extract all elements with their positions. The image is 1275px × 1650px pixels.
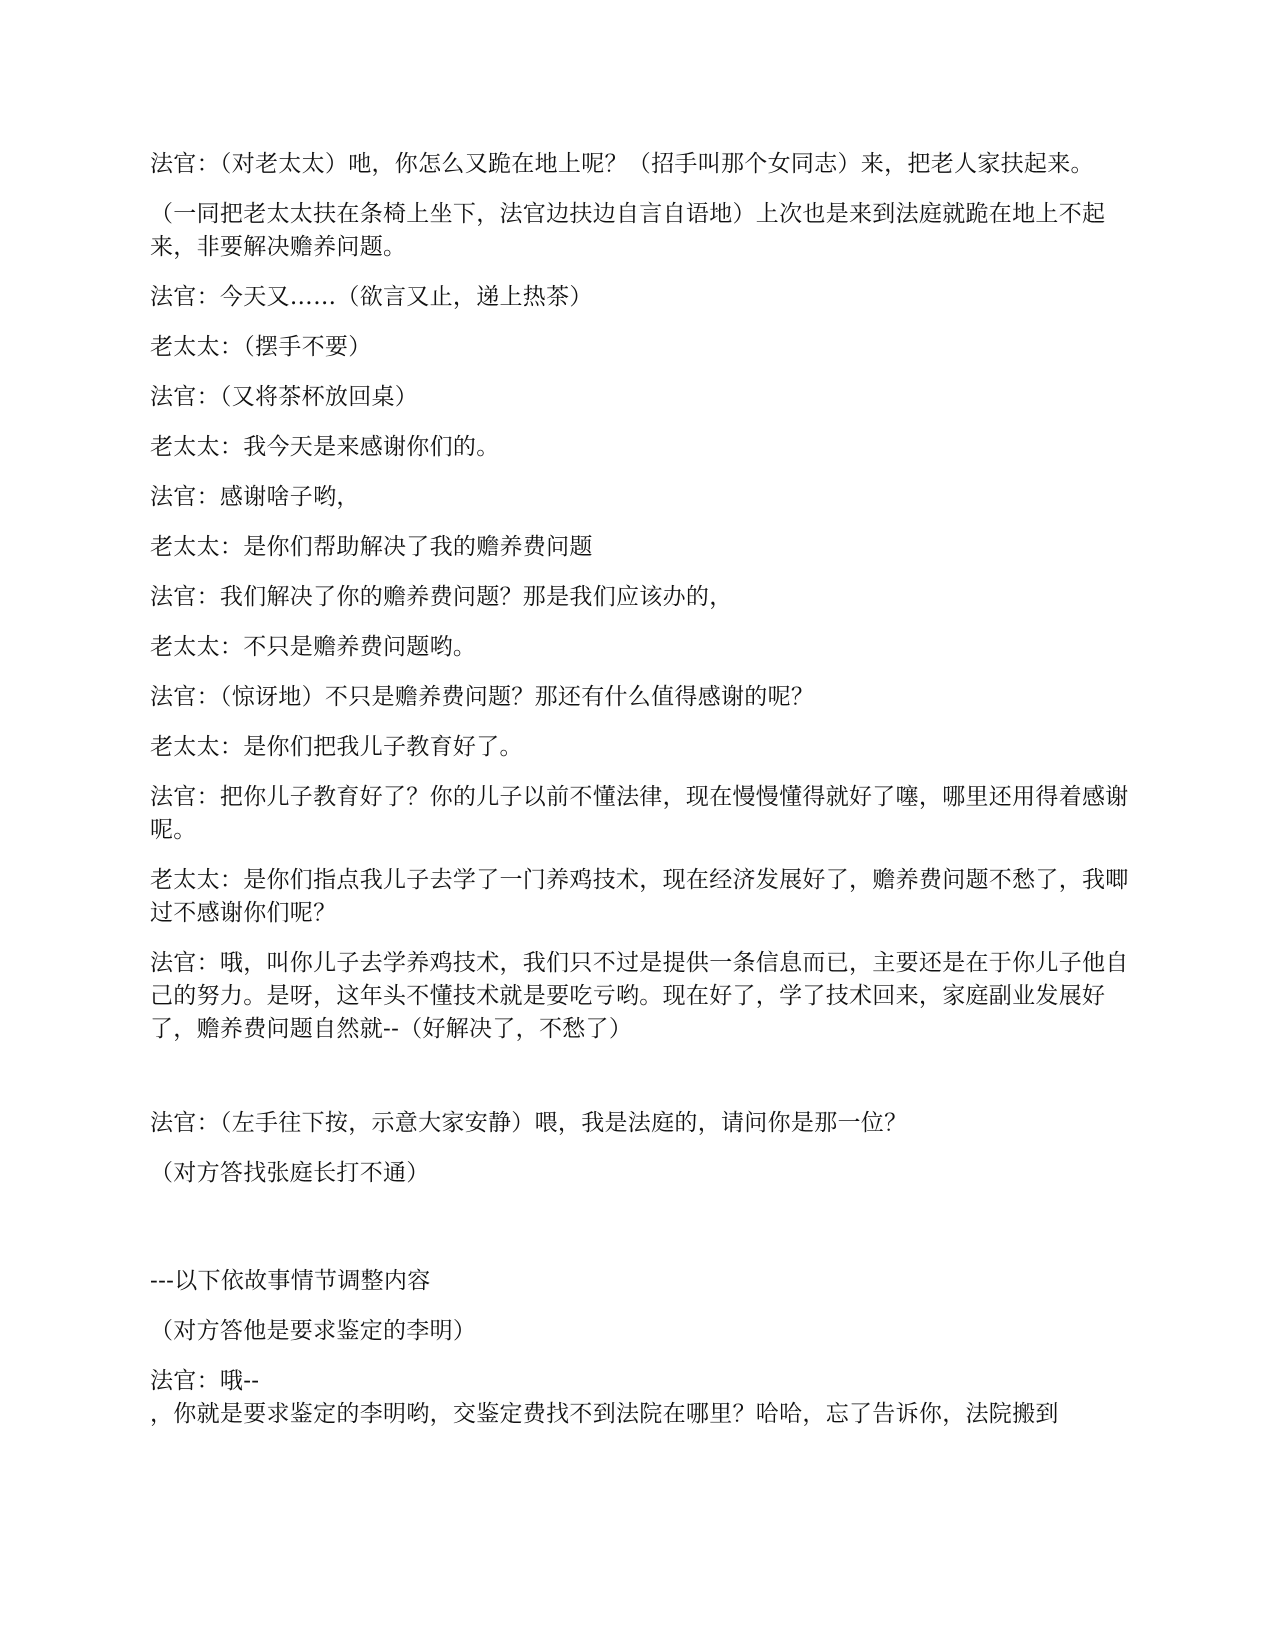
paragraph: 法官：（对老太太）吔，你怎么又跪在地上呢？（招手叫那个女同志）来，把老人家扶起来。 [150, 151, 1094, 177]
paragraph: 法官：把你儿子教育好了？你的儿子以前不懂法律，现在慢慢懂得就好了噻，哪里还用得着感谢呢。 [150, 784, 1129, 843]
paragraph: （对方答他是要求鉴定的李明） [150, 1318, 477, 1344]
paragraph: 老太太：我今天是来感谢你们的。 [150, 434, 500, 460]
paragraph: 老太太：是你们指点我儿子去学了一门养鸡技术，现在经济发展好了，赡养费问题不愁了，我唧过不感谢你们呢？ [150, 867, 1129, 926]
paragraph: 老太太：不只是赡养费问题哟。 [150, 634, 477, 660]
blank-line [150, 1063, 1130, 1107]
paragraph: 法官：哦，叫你儿子去学养鸡技术，我们只不过是提供一条信息而已，主要还是在于你儿子他自己的努力。是呀，这年头不懂技术就是要吃亏哟。现在好了，学了技术回来，家庭副业发展好了，赡养费问题自然就--（好解决了，不愁了） [150, 950, 1129, 1042]
blank-line [150, 1207, 1130, 1265]
paragraph: 法官：（惊讶地）不只是赡养费问题？那还有什么值得感谢的呢？ [150, 684, 815, 710]
paragraph: 老太太：是你们把我儿子教育好了。 [150, 734, 523, 760]
paragraph: （对方答找张庭长打不通） [150, 1160, 430, 1186]
paragraph: 法官：（左手往下按，示意大家安静）喂，我是法庭的，请问你是那一位？ [150, 1110, 908, 1136]
section-note: ---以下依故事情节调整内容 [150, 1268, 431, 1294]
paragraph: 法官：感谢啥子哟， [150, 484, 360, 510]
paragraph: 法官：今天又……（欲言又止，递上热茶） [150, 284, 593, 310]
document-body [150, 148, 1130, 1448]
paragraph: （一同把老太太扶在条椅上坐下，法官边扶边自言自语地）上次也是来到法庭就跪在地上不起来，非要解决赡养问题。 [150, 201, 1106, 260]
paragraph: 法官：哦-- [150, 1368, 260, 1394]
paragraph: 老太太：（摆手不要） [150, 334, 372, 360]
paragraph: 法官：我们解决了你的赡养费问题？那是我们应该办的， [150, 584, 733, 610]
paragraph: 老太太：是你们帮助解决了我的赡养费问题 [150, 534, 593, 560]
paragraph: ，你就是要求鉴定的李明哟，交鉴定费找不到法院在哪里？哈哈，忘了告诉你，法院搬到 [150, 1401, 1059, 1427]
paragraph: 法官：（又将茶杯放回桌） [150, 384, 419, 410]
